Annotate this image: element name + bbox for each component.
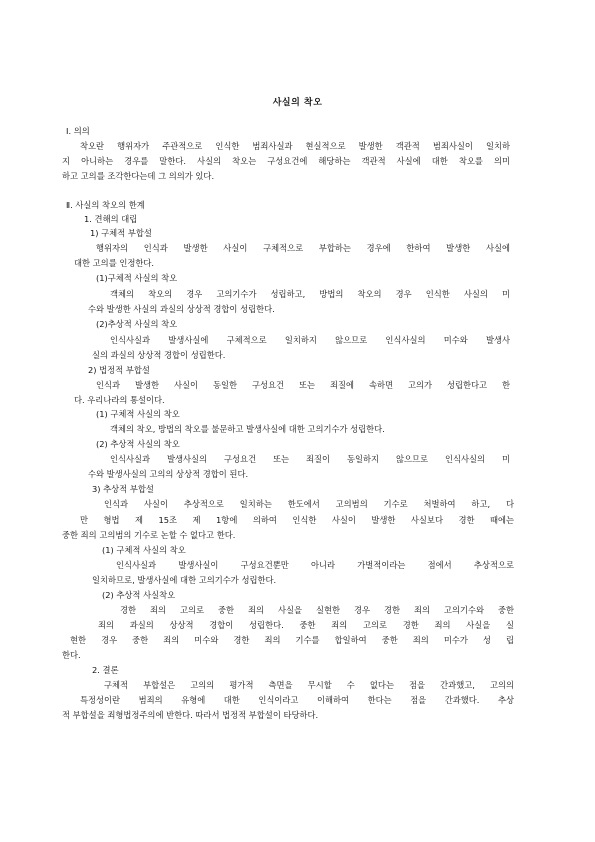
paragraph-line: 수와 발생한 사실의 과실의 상상적 경합이 성립한다.	[88, 304, 275, 314]
paragraph-line: 중한 죄의 고의범의 기수로 논할 수 없다고 한다.	[62, 530, 236, 540]
subitem-heading: (2) 추상적 사실착오	[102, 590, 176, 600]
paragraph-line: 수와 발생사실의 고의의 상상적 경합이 된다.	[88, 469, 249, 479]
paragraph-line: 인식사실과 발생사실이 구성요건뿐만 아니라 가벌적이라는 점에서 추상적으로	[116, 560, 514, 570]
paragraph-line: 일치하므로, 발생사실에 대한 고의기수가 성립한다.	[92, 575, 277, 585]
paragraph-line: 하고 고의를 조각한다는데 그 의의가 있다.	[62, 171, 215, 181]
section-heading: Ⅰ. 의의	[66, 126, 90, 136]
paragraph-line: 인식사실과 발생사실의 구성요건 또는 죄질이 동일하지 않으므로 인식사실의 미	[110, 454, 510, 464]
paragraph-line: 적 부합설을 죄형법정주의에 반한다. 따라서 법정적 부합설이 타당하다.	[62, 710, 319, 720]
paragraph-line: 인식과 사실이 추상적으로 일치하는 한도에서 고의범의 기수로 처벌하여 하고, 다	[104, 499, 514, 509]
document-title: 사실의 착오	[272, 98, 323, 108]
paragraph-line: 객체의 착오의 경우 고의기수가 성립하고, 방법의 착오의 경우 인식한 사실의 미	[110, 289, 510, 299]
paragraph-line: 인식과 발생한 사실이 동일한 구성요건 또는 죄질에 속하면 고의가 성립한다고 한	[96, 380, 510, 390]
item-heading: 1) 구체적 부합설	[90, 228, 152, 238]
subitem-heading: (2) 추상적 사실의 착오	[96, 439, 180, 449]
paragraph-line: 경한 죄의 고의로 중한 죄의 사실을 실현한 경우 경한 죄의 고의기수와 중한	[120, 605, 514, 615]
paragraph-line: 다. 우리나라의 통설이다.	[74, 395, 165, 405]
subitem-heading: (1) 구체적 사실의 착오	[102, 545, 186, 555]
paragraph-line: 착오란 행위자가 주관적으로 인식한 범죄사실과 현실적으로 발생한 객관적 범죄사실이 일치하	[80, 141, 510, 151]
item-heading: 3) 추상적 부합설	[92, 484, 154, 494]
paragraph-line: 행위자의 인식과 발생한 사실이 구체적으로 부합하는 경우에 한하여 발생한 사실에	[96, 243, 510, 253]
paragraph-line: 특정성이란 범죄의 유형에 대한 인식이라고 이해하여 한다는 점을 간과했다. 추상	[80, 695, 514, 705]
paragraph-line: 한다.	[62, 650, 81, 660]
subitem-heading: (1)구체적 사실의 착오	[96, 273, 178, 283]
subsection-heading: 2. 결론	[92, 665, 119, 675]
paragraph-line: 만 형법 제 15조 제 1항에 의하여 인식한 사실이 발생한 사실보다 경한 때에는	[80, 515, 514, 525]
item-heading: 2) 법정적 부합설	[88, 365, 150, 375]
paragraph-line: 구체적 부합설은 고의의 평가적 측면을 무시할 수 없다는 점을 간과했고, 고의의	[104, 680, 514, 690]
subitem-heading: (2)추상적 사실의 착오	[96, 319, 178, 329]
paragraph-line: 죄의 과실의 상상적 경합이 성립한다. 중한 죄의 고의로 경한 죄의 사실을 실	[98, 620, 514, 630]
paragraph-line: 현한 경우 중한 죄의 미수와 경한 죄의 기수를 합일하여 중한 죄의 미수가 성 립	[70, 635, 514, 645]
subsection-heading: 1. 견해의 대립	[84, 214, 138, 224]
paragraph-line: 인식사실과 발생사실에 구체적으로 일치하지 않으므로 인식사실의 미수와 발생사	[110, 335, 510, 345]
paragraph-line: 객체의 착오, 방법의 착오를 불문하고 발생사실에 대한 고의기수가 성립한다.	[110, 424, 385, 434]
paragraph-line: 대한 고의를 인정한다.	[74, 258, 155, 268]
paragraph-line: 지 아니하는 경우를 말한다. 사실의 착오는 구성요건에 해당하는 객관적 사실에 대한 착오를 의미	[62, 156, 510, 166]
paragraph-line: 실의 과실의 상상적 경합이 성립한다.	[92, 350, 226, 360]
subitem-heading: (1) 구체적 사실의 착오	[96, 409, 180, 419]
section-heading: Ⅱ. 사실의 착오의 한계	[66, 200, 145, 210]
